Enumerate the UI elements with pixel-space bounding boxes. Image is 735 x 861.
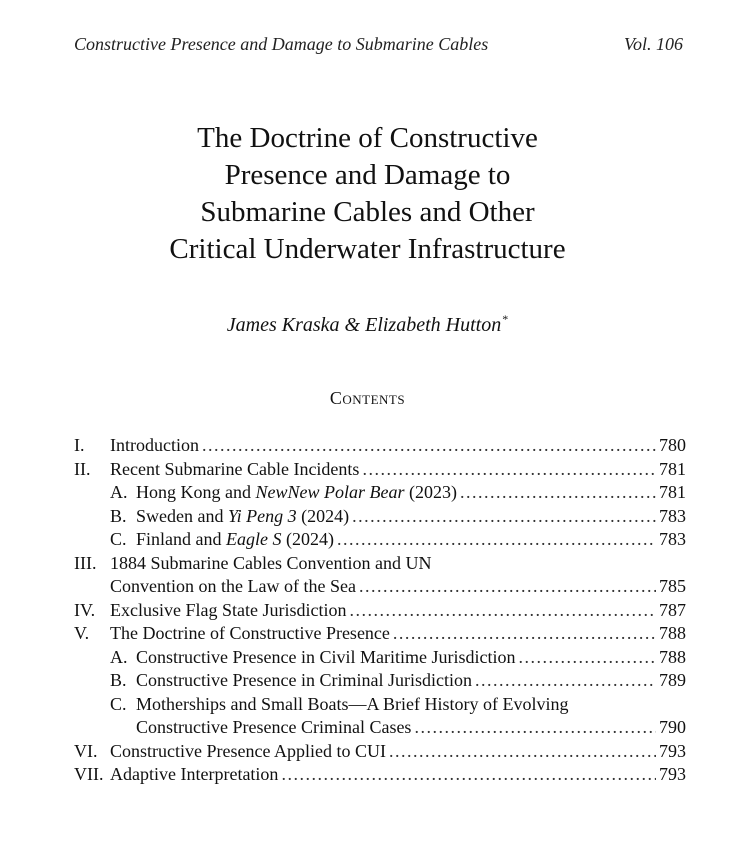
table-of-contents	[74, 434, 686, 787]
toc-number: II.	[74, 458, 91, 479]
toc-number: V.	[74, 623, 90, 643]
toc-entry-ii[interactable]	[74, 458, 686, 482]
toc-text: Motherships and Small Boats—A Brief History of Evolving	[136, 693, 569, 714]
toc-entry-vi[interactable]	[74, 740, 686, 764]
toc-number: B.	[110, 505, 127, 526]
toc-page: 783	[659, 505, 686, 526]
toc-text: Hong Kong and NewNew Polar Bear (2023)	[136, 482, 457, 502]
toc-page: 790	[659, 717, 686, 737]
dot-leader	[389, 740, 656, 764]
toc-page: 785	[659, 576, 686, 596]
toc-entry-vii[interactable]	[74, 763, 686, 787]
toc-text: Constructive Presence Criminal Cases	[136, 717, 412, 737]
toc-page: 787	[659, 599, 686, 620]
contents-heading: Contents	[329, 388, 406, 408]
toc-text: The Doctrine of Constructive Presence	[110, 623, 390, 643]
toc-entry-ii-b[interactable]	[74, 505, 686, 529]
dot-leader	[393, 622, 656, 646]
toc-text: Constructive Presence in Civil Maritime Jurisdiction	[136, 646, 516, 667]
toc-entry-ii-a[interactable]	[74, 481, 686, 505]
toc-number: VI.	[74, 740, 98, 761]
dot-leader	[362, 458, 656, 482]
toc-number: C.	[110, 693, 127, 714]
toc-number: A.	[110, 482, 128, 502]
toc-page: 788	[659, 623, 686, 643]
dot-leader	[281, 763, 656, 787]
dot-leader	[337, 528, 656, 552]
dot-leader	[359, 575, 656, 599]
dot-leader	[349, 599, 656, 623]
toc-number: IV.	[74, 599, 96, 620]
author-footnote-mark[interactable]: *	[502, 312, 509, 326]
dot-leader	[460, 481, 656, 505]
title-line: The Doctrine of Constructive	[197, 122, 538, 154]
toc-page: 781	[659, 482, 686, 502]
toc-number: A.	[110, 646, 128, 667]
dot-leader	[414, 716, 656, 740]
toc-page: 789	[659, 670, 686, 690]
toc-text: Constructive Presence in Criminal Jurisdiction	[136, 670, 472, 690]
toc-number: I.	[74, 435, 85, 455]
author-byline	[0, 314, 735, 337]
toc-entry-iii[interactable]	[74, 552, 686, 576]
toc-text: 1884 Submarine Cables Convention and UN	[110, 552, 432, 573]
dot-leader	[475, 669, 656, 693]
toc-entry-v-c-continued[interactable]	[74, 716, 686, 740]
toc-entry-v[interactable]	[74, 622, 686, 646]
title-line: Submarine Cables and Other	[200, 196, 535, 228]
title-line: Critical Underwater Infrastructure	[169, 233, 566, 265]
toc-text: Recent Submarine Cable Incidents	[110, 458, 360, 479]
toc-entry-v-a[interactable]	[74, 646, 686, 670]
toc-entry-iv[interactable]	[74, 599, 686, 623]
toc-page: 783	[659, 529, 686, 549]
toc-page: 780	[659, 435, 686, 455]
toc-entry-iii-continued[interactable]	[74, 575, 686, 599]
toc-text: Adaptive Interpretation	[110, 764, 279, 784]
dot-leader	[518, 646, 656, 670]
toc-page: 781	[659, 458, 686, 479]
toc-text: Convention on the Law of the Sea	[110, 576, 356, 596]
toc-text: Sweden and Yi Peng 3 (2024)	[136, 505, 350, 526]
toc-entry-ii-c[interactable]	[74, 528, 686, 552]
running-head	[74, 34, 683, 55]
dot-leader	[352, 505, 656, 529]
article-title	[0, 120, 735, 268]
toc-entry-i[interactable]	[74, 434, 686, 458]
toc-number: III.	[74, 552, 97, 573]
toc-page: 793	[659, 740, 686, 761]
toc-entry-v-c[interactable]	[74, 693, 686, 717]
toc-number: C.	[110, 529, 127, 549]
toc-number: B.	[110, 670, 127, 690]
toc-number: VII.	[74, 764, 104, 784]
toc-page: 788	[659, 646, 686, 667]
toc-entry-v-b[interactable]	[74, 669, 686, 693]
toc-page: 793	[659, 764, 686, 784]
toc-text: Constructive Presence Applied to CUI	[110, 740, 386, 761]
title-line: Presence and Damage to	[224, 159, 511, 191]
running-head-volume: Vol. 106	[623, 34, 683, 54]
author-names: James Kraska & Elizabeth Hutton	[226, 314, 502, 336]
running-head-title: Constructive Presence and Damage to Submarine Cables	[74, 34, 489, 54]
toc-text: Finland and Eagle S (2024)	[136, 529, 334, 549]
dot-leader	[202, 434, 656, 458]
toc-text: Exclusive Flag State Jurisdiction	[110, 599, 347, 620]
toc-text: Introduction	[110, 435, 199, 455]
